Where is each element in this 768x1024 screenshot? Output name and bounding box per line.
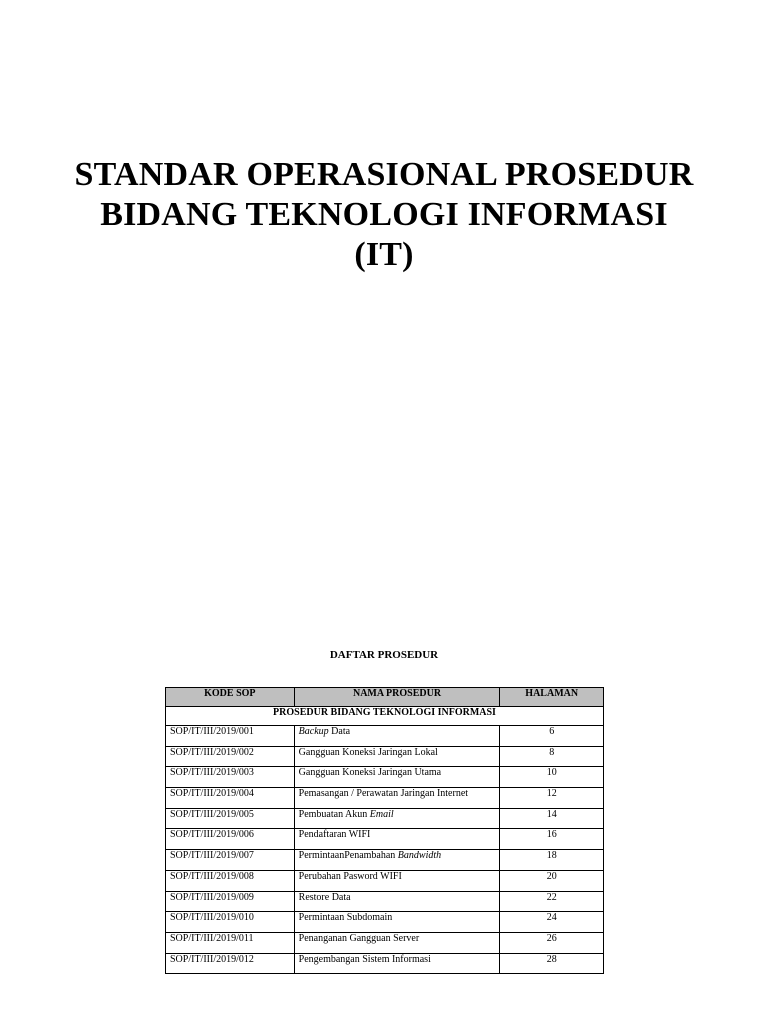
table-row [166,850,604,871]
row-page: 22 [500,891,604,912]
row-page: 6 [500,726,604,747]
row-procedure-name-text: Penanganan Gangguan Server [298,932,420,944]
row-procedure-name [294,788,500,809]
row-procedure-name-text: Permintaan Subdomain [298,912,393,924]
row-procedure-name [294,746,500,767]
row-code: SOP/IT/III/2019/010 [166,912,295,933]
header-kode-sop: KODE SOP [166,688,295,707]
row-procedure-name [294,932,500,953]
row-page: 20 [500,870,604,891]
table-row [166,932,604,953]
row-procedure-name-text: Pendaftaran WIFI [298,829,371,841]
row-page: 24 [500,912,604,933]
row-procedure-name-text: Perubahan Pasword WIFI [298,870,402,882]
table-row [166,953,604,974]
row-page: 26 [500,932,604,953]
row-procedure-name-italic: Email [369,808,394,820]
row-procedure-name-text: Gangguan Koneksi Jaringan Lokal [298,746,438,758]
table-row [166,788,604,809]
table-row [166,746,604,767]
row-procedure-name-text: Pemasangan / Perawatan Jaringan Internet [298,788,469,800]
row-procedure-name-italic: Bandwidth [397,850,442,862]
row-code: SOP/IT/III/2019/007 [166,850,295,871]
table-row [166,912,604,933]
row-page: 18 [500,850,604,871]
row-procedure-name-text: PermintaanPenambahan [298,850,398,862]
row-code: SOP/IT/III/2019/012 [166,953,295,974]
row-procedure-name [294,891,500,912]
document-title [0,155,768,275]
section-row [166,707,604,726]
table-row [166,891,604,912]
row-procedure-name [294,953,500,974]
row-procedure-name-italic: Backup [298,726,329,737]
table-row [166,767,604,788]
row-page: 28 [500,953,604,974]
row-code: SOP/IT/III/2019/006 [166,829,295,850]
row-procedure-name-suffix: Data [328,726,351,737]
row-code: SOP/IT/III/2019/005 [166,808,295,829]
row-procedure-name [294,912,500,933]
table-body [166,707,604,974]
row-code: SOP/IT/III/2019/003 [166,767,295,788]
row-page: 8 [500,746,604,767]
row-procedure-name [294,726,500,747]
table-header-row [166,688,604,707]
row-procedure-name-text: Restore Data [298,891,351,903]
row-procedure-name [294,767,500,788]
section-title: PROSEDUR BIDANG TEKNOLOGI INFORMASI [166,707,604,726]
row-code: SOP/IT/III/2019/009 [166,891,295,912]
row-procedure-name-text: Pengembangan Sistem Informasi [298,953,431,965]
header-nama-prosedur: NAMA PROSEDUR [294,688,500,707]
row-procedure-name [294,808,500,829]
row-procedure-name-text: Pembuatan Akun [298,808,370,820]
row-code: SOP/IT/III/2019/002 [166,746,295,767]
header-halaman: HALAMAN [500,688,604,707]
row-page: 12 [500,788,604,809]
table-row [166,870,604,891]
title-line-2: BIDANG TEKNOLOGI INFORMASI [100,196,668,233]
row-code: SOP/IT/III/2019/011 [166,932,295,953]
row-code: SOP/IT/III/2019/008 [166,870,295,891]
row-procedure-name-text: Gangguan Koneksi Jaringan Utama [298,767,442,779]
row-page: 14 [500,808,604,829]
row-procedure-name [294,850,500,871]
procedure-table [165,687,604,974]
procedure-list-heading: DAFTAR PROSEDUR [329,649,439,661]
table-row [166,829,604,850]
row-page: 16 [500,829,604,850]
title-line-3: (IT) [354,236,414,273]
row-code: SOP/IT/III/2019/001 [166,726,295,747]
title-line-1: STANDAR OPERASIONAL PROSEDUR [74,156,694,193]
row-procedure-name [294,870,500,891]
table-row [166,726,604,747]
row-procedure-name [294,829,500,850]
row-code: SOP/IT/III/2019/004 [166,788,295,809]
row-page: 10 [500,767,604,788]
table-row [166,808,604,829]
